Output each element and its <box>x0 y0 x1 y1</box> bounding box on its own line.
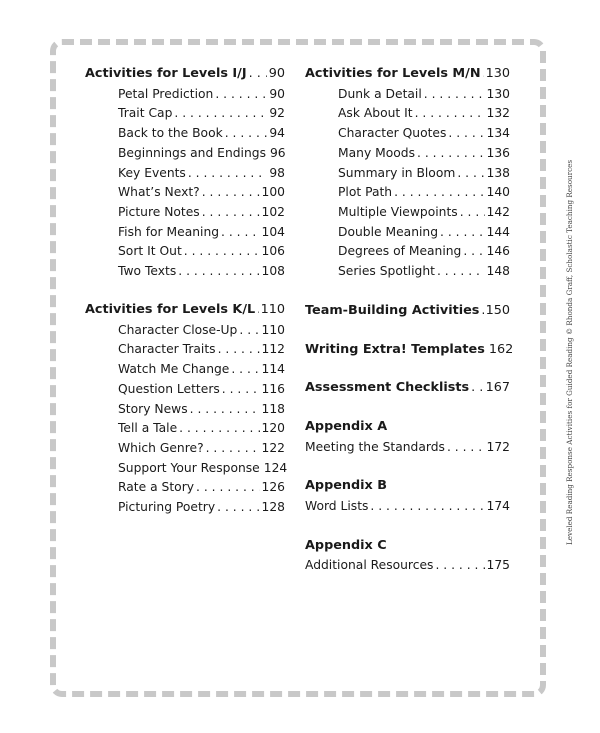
toc-entry-heading[interactable] <box>305 303 510 319</box>
toc-entry-label: Petal Prediction <box>118 86 214 101</box>
toc-entry-label: Beginnings and Endings <box>118 145 266 160</box>
toc-entry-page: 140 <box>486 185 510 200</box>
toc-entry-page: 100 <box>261 185 285 200</box>
toc-entry-page: 148 <box>486 264 510 278</box>
toc-entry[interactable] <box>118 86 285 102</box>
toc-entry[interactable] <box>118 184 285 200</box>
toc-entry[interactable] <box>118 499 285 515</box>
toc-entry-heading[interactable] <box>305 342 514 358</box>
toc-entry[interactable] <box>338 165 510 181</box>
toc-entry[interactable] <box>118 460 288 476</box>
toc-entry[interactable] <box>338 86 510 102</box>
toc-entry[interactable] <box>118 263 285 279</box>
toc-entry-label: Character Close-Up <box>118 322 238 337</box>
toc-entry-page: 120 <box>261 421 285 436</box>
toc-entry-label: Fish for Meaning <box>118 224 220 239</box>
toc-entry-page: 110 <box>261 322 285 337</box>
toc-entry-label: Appendix B <box>305 478 388 493</box>
toc-entry-label: Back to the Book <box>118 126 223 141</box>
toc-entry-label: Double Meaning <box>338 224 439 239</box>
toc-entry-label: Additional Resources <box>305 558 434 572</box>
toc-entry-page: 122 <box>261 440 285 455</box>
toc-entry-label: Two Texts <box>118 264 177 278</box>
toc-entry[interactable] <box>118 420 285 436</box>
copyright-text: Leveled Reading Response Activities for Guided Reading © Rhonda Graff, Scholastic Teaching Resources <box>565 159 574 545</box>
toc-entry-heading[interactable] <box>85 302 285 318</box>
toc-entry-label: Multiple Viewpoints <box>338 204 458 219</box>
toc-entry-label: What’s Next? <box>118 185 200 200</box>
toc-entry[interactable] <box>338 105 510 121</box>
toc-entry-label: Which Genre? <box>118 440 204 455</box>
toc-entry-page: 142 <box>486 204 510 219</box>
toc-entry[interactable] <box>305 557 510 573</box>
toc-entry-label: Series Spotlight <box>338 264 435 278</box>
toc-entry-page: 110 <box>260 302 285 317</box>
toc-entry[interactable] <box>118 165 285 181</box>
toc-entry-label: Trait Cap <box>118 106 173 121</box>
toc-entry-label: Question Letters <box>118 381 220 396</box>
toc-entry-label: Assessment Checklists <box>305 380 470 395</box>
toc-entry-label: Character Traits <box>118 342 216 357</box>
toc-entry[interactable] <box>118 381 285 397</box>
toc-entry-label: Picturing Poetry <box>118 500 216 514</box>
toc-entry-label: Degrees of Meaning <box>338 244 462 259</box>
toc-entry-page: 102 <box>261 204 285 219</box>
toc-entry-label: Activities for Levels K/L <box>85 302 256 317</box>
toc-entry-page: 104 <box>261 224 285 239</box>
toc-entry-heading[interactable] <box>85 66 285 82</box>
toc-entry-label: Support Your Response <box>118 460 260 475</box>
appendix-heading <box>305 538 510 554</box>
toc-entry[interactable] <box>118 243 285 259</box>
toc-entry[interactable] <box>118 341 285 357</box>
toc-entry-page: 138 <box>486 165 510 180</box>
toc-entry-label: Ask About It <box>338 106 413 121</box>
toc-entry-page: 144 <box>486 224 510 239</box>
toc-entry[interactable] <box>338 224 510 240</box>
toc-entry[interactable] <box>338 145 510 161</box>
toc-entry-label: Plot Path <box>338 185 393 200</box>
toc-entry-page: 150 <box>485 303 510 318</box>
toc-entry-label: Rate a Story <box>118 480 195 495</box>
toc-entry-page: 172 <box>486 440 510 454</box>
toc-entry-label: Key Events <box>118 165 186 180</box>
toc-entry-label: Appendix C <box>305 538 387 553</box>
toc-entry[interactable] <box>118 322 285 338</box>
toc-entry-page: 136 <box>486 145 510 160</box>
toc-entry-label: Meeting the Standards <box>305 440 445 454</box>
toc-entry-label: Character Quotes <box>338 126 447 141</box>
toc-entry[interactable] <box>118 361 285 377</box>
toc-entry-page: 126 <box>261 480 285 495</box>
toc-entry-heading[interactable] <box>305 66 510 82</box>
toc-entry-label: Tell a Tale <box>118 421 178 436</box>
toc-entry-page: 96 <box>269 145 286 160</box>
toc-entry-label: Activities for Levels I/J <box>85 66 247 81</box>
toc-entry-page: 114 <box>261 362 285 377</box>
toc-entry[interactable] <box>118 401 285 417</box>
toc-entry-page: 167 <box>485 380 510 395</box>
toc-entry-page: 92 <box>269 106 285 121</box>
toc-entry[interactable] <box>118 105 285 121</box>
toc-entry-page: 90 <box>268 66 285 81</box>
toc-entry-label: Picture Notes <box>118 204 200 219</box>
toc-entry-label: Watch Me Change <box>118 362 230 377</box>
toc-entry-label: Activities for Levels M/N <box>305 66 481 81</box>
appendix-heading <box>305 478 510 494</box>
toc-entry-label: Sort It Out <box>118 244 182 259</box>
toc-entry-page: 146 <box>486 244 510 259</box>
toc-entry[interactable] <box>118 440 285 456</box>
toc-entry-page: 134 <box>486 126 510 141</box>
toc-entry-page: 130 <box>485 66 510 81</box>
toc-entry-page: 108 <box>261 264 285 278</box>
toc-entry[interactable] <box>118 224 285 240</box>
toc-entry-label: Word Lists <box>305 499 369 513</box>
toc-entry[interactable] <box>338 184 510 200</box>
toc-entry-page: 112 <box>261 342 285 357</box>
toc-entry-page: 90 <box>269 86 285 101</box>
toc-entry-heading[interactable] <box>305 380 510 396</box>
toc-entry[interactable] <box>118 479 285 495</box>
toc-entry-label: Appendix A <box>305 419 388 434</box>
toc-entry[interactable] <box>305 498 510 514</box>
toc-entry-page: 98 <box>269 165 285 180</box>
toc-entry-label: Team-Building Activities <box>305 303 480 318</box>
toc-entry-page: 175 <box>486 558 510 572</box>
toc-entry[interactable] <box>338 263 510 279</box>
toc-entry[interactable] <box>305 439 510 455</box>
toc-entry-page: 128 <box>261 500 285 514</box>
toc-entry[interactable] <box>118 125 285 141</box>
toc-entry-label: Writing Extra! Templates <box>305 342 485 357</box>
toc-entry-page: 162 <box>488 342 514 357</box>
toc-entry-page: 174 <box>486 499 510 513</box>
toc-entry[interactable] <box>118 145 285 161</box>
toc-entry-page: 94 <box>269 126 285 141</box>
toc-entry-label: Many Moods <box>338 145 415 160</box>
toc-entry-page: 118 <box>261 401 285 416</box>
toc-entry-page: 132 <box>486 106 510 121</box>
toc-entry-label: Story News <box>118 401 188 416</box>
toc-entry-label: Dunk a Detail <box>338 86 422 101</box>
toc-entry-page: 116 <box>261 381 285 396</box>
toc-entry-page: 106 <box>261 244 285 259</box>
toc-entry-page: 130 <box>486 86 510 101</box>
toc-entry[interactable] <box>338 204 510 220</box>
toc-entry-label: Summary in Bloom <box>338 165 456 180</box>
toc-entry[interactable] <box>338 243 510 259</box>
toc-entry-page: 124 <box>263 460 288 475</box>
toc-entry[interactable] <box>338 125 510 141</box>
toc-entry[interactable] <box>118 204 285 220</box>
appendix-heading <box>305 419 510 435</box>
